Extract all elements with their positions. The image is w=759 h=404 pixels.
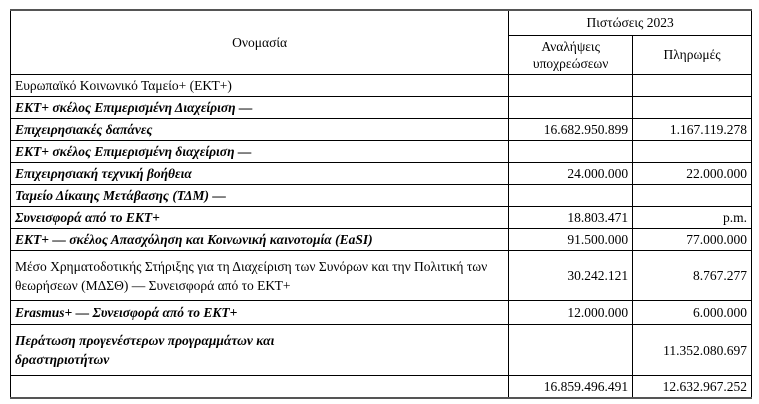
row-payments: 11.352.080.697 [633, 325, 752, 376]
table-row [11, 163, 752, 185]
row-payments: 77.000.000 [633, 229, 752, 251]
row-name: Ευρωπαϊκό Κοινωνικό Ταμείο+ (ΕΚΤ+) [11, 75, 509, 97]
row-commitments: 91.500.000 [509, 229, 633, 251]
row-commitments: 24.000.000 [509, 163, 633, 185]
table-row [11, 75, 752, 97]
row-payments [633, 97, 752, 119]
table-row [11, 97, 752, 119]
header-payments: Πληρωμές [633, 36, 752, 75]
row-name: Επιχειρησιακές δαπάνες [11, 119, 509, 141]
table-row [11, 229, 752, 251]
table-row [11, 185, 752, 207]
total-commitments: 16.859.496.491 [509, 376, 633, 399]
row-name: Ταμείο Δίκαιης Μετάβασης (ΤΔΜ) — [11, 185, 509, 207]
table-row [11, 301, 752, 325]
row-commitments [509, 325, 633, 376]
row-commitments: 30.242.121 [509, 251, 633, 301]
row-name: ΕΚΤ+ — σκέλος Απασχόληση και Κοινωνική καινοτομία (EaSI) [11, 229, 509, 251]
row-payments [633, 75, 752, 97]
row-name: Επιχειρησιακή τεχνική βοήθεια [11, 163, 509, 185]
total-payments: 12.632.967.252 [633, 376, 752, 399]
table-row [11, 251, 752, 301]
row-name: ΕΚΤ+ σκέλος Επιμερισμένη διαχείριση — [11, 141, 509, 163]
table-row [11, 119, 752, 141]
row-payments [633, 141, 752, 163]
row-commitments [509, 75, 633, 97]
row-payments: 22.000.000 [633, 163, 752, 185]
row-payments [633, 185, 752, 207]
row-commitments: 16.682.950.899 [509, 119, 633, 141]
row-name: Μέσο Χρηματοδοτικής Στήριξης για τη Διαχείριση των Συνόρων και την Πολιτική των θεωρήσεων (ΜΔΣΘ) — Συνεισφορά από το ΕΚΤ+ [11, 251, 509, 301]
header-name: Ονομασία [11, 10, 509, 75]
row-commitments [509, 141, 633, 163]
header-credits-2023: Πιστώσεις 2023 [509, 10, 752, 36]
header-commitments: Αναλήψεις υποχρεώσεων [509, 36, 633, 75]
row-payments: 1.167.119.278 [633, 119, 752, 141]
total-label [11, 376, 509, 399]
table-row [11, 325, 752, 376]
total-row [11, 376, 752, 399]
row-commitments [509, 97, 633, 119]
row-name: Συνεισφορά από το ΕΚΤ+ [11, 207, 509, 229]
row-commitments: 12.000.000 [509, 301, 633, 325]
row-payments: 8.767.277 [633, 251, 752, 301]
row-payments: p.m. [633, 207, 752, 229]
credits-table [10, 9, 752, 399]
row-commitments: 18.803.471 [509, 207, 633, 229]
row-name: ΕΚΤ+ σκέλος Επιμερισμένη Διαχείριση — [11, 97, 509, 119]
row-name: Erasmus+ — Συνεισφορά από το ΕΚΤ+ [11, 301, 509, 325]
row-commitments [509, 185, 633, 207]
table-row [11, 141, 752, 163]
row-payments: 6.000.000 [633, 301, 752, 325]
row-name-text: Περάτωση προγενέστερων προγραμμάτων και δραστηριοτήτων [15, 333, 275, 367]
table-row [11, 207, 752, 229]
row-name [11, 325, 509, 376]
